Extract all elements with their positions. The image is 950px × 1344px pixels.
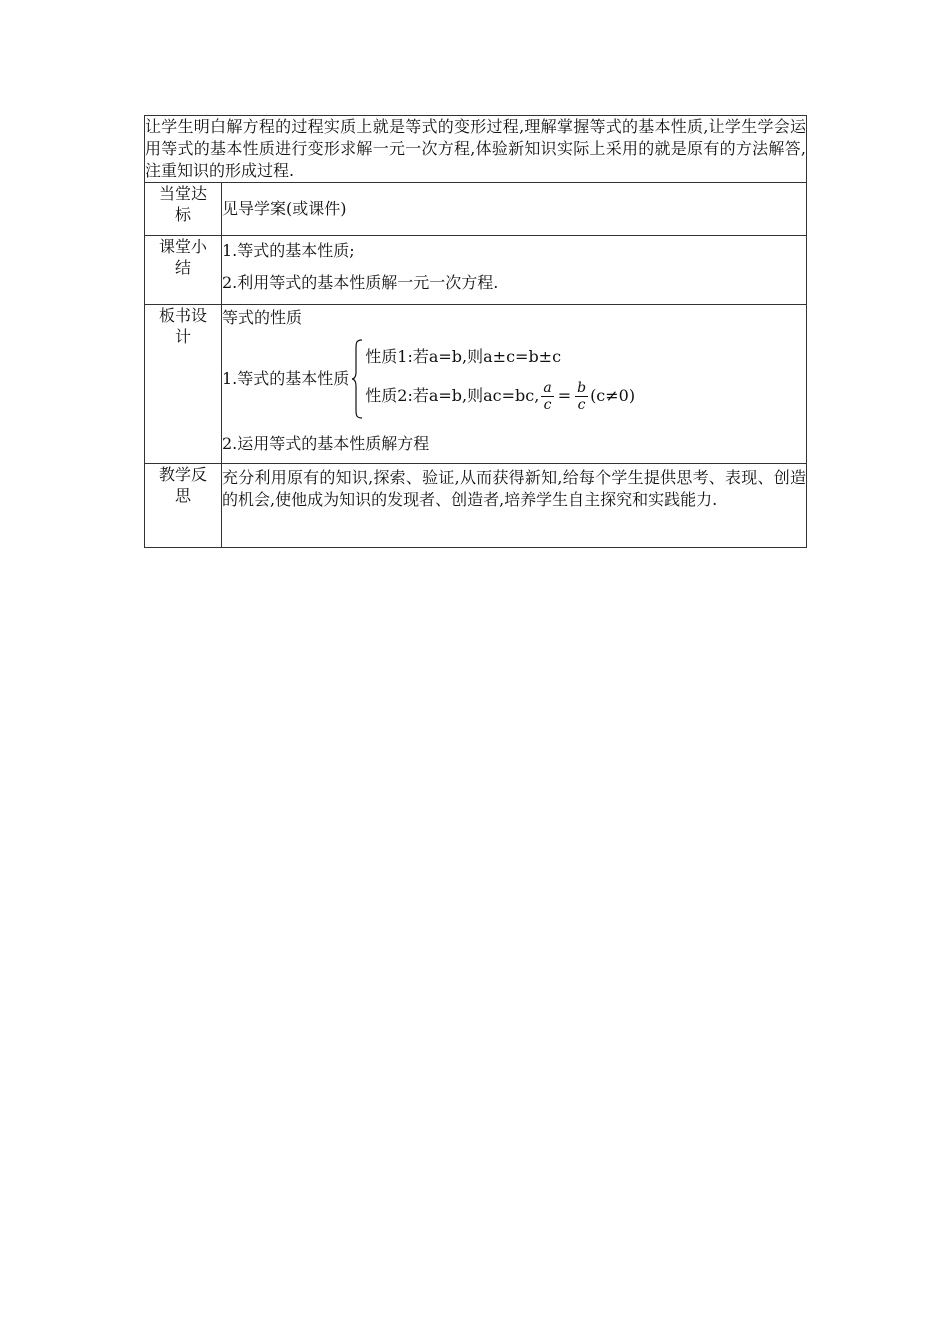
summary-line-1: 1.等式的基本性质; bbox=[222, 241, 355, 260]
board-row bbox=[145, 305, 807, 464]
intro-text: 让学生明白解方程的过程实质上就是等式的变形过程,理解掌握等式的基本性质,让学生学会运用等式的基本性质进行变形求解一元一次方程,体验新知识实际上采用的就是原有的方法解答,注重知识的形成过程. bbox=[145, 116, 807, 183]
board-title: 等式的性质 bbox=[222, 308, 303, 327]
intro-row bbox=[145, 116, 807, 183]
fraction-b-over-c bbox=[575, 380, 588, 413]
reflect-label-cell bbox=[145, 464, 222, 548]
summary-line-2: 2.利用等式的基本性质解一元一次方程. bbox=[222, 273, 499, 292]
fraction-numerator: a bbox=[543, 379, 552, 396]
board-content bbox=[222, 305, 807, 464]
reflect-label: 教学反思 bbox=[158, 465, 207, 505]
fraction-a-over-c bbox=[541, 380, 553, 413]
board-label-cell bbox=[145, 305, 222, 464]
summary-label-cell bbox=[145, 236, 222, 305]
summary-label: 课堂小结 bbox=[158, 237, 207, 277]
target-content: 见导学案(或课件) bbox=[222, 183, 807, 236]
summary-row bbox=[145, 236, 807, 305]
target-label: 当堂达标 bbox=[158, 184, 207, 224]
reflect-content: 充分利用原有的知识,探索、验证,从而获得新知,给每个学生提供思考、表现、创造的机会,使他成为知识的发现者、创造者,培养学生自主探究和实践能力. bbox=[222, 464, 807, 548]
property-2-text: 性质2:若a=b,则ac=bc, bbox=[365, 386, 540, 405]
fraction-numerator: b bbox=[577, 379, 587, 396]
board-properties bbox=[222, 339, 806, 419]
property-group-label: 1.等式的基本性质 bbox=[222, 369, 350, 388]
board-footer: 2.运用等式的基本性质解方程 bbox=[222, 434, 430, 453]
target-label-cell bbox=[145, 183, 222, 236]
lesson-plan-table bbox=[144, 115, 807, 548]
property-lines bbox=[365, 342, 635, 416]
board-label: 板书设计 bbox=[158, 306, 207, 346]
property-1: 性质1:若a=b,则a±c=b±c bbox=[365, 347, 562, 366]
property-2 bbox=[365, 376, 635, 416]
target-row bbox=[145, 183, 807, 236]
left-brace-icon bbox=[351, 339, 363, 419]
summary-content bbox=[222, 236, 807, 305]
equals-sign: = bbox=[557, 386, 572, 405]
reflect-row bbox=[145, 464, 807, 548]
fraction-denominator: c bbox=[543, 396, 552, 413]
property-2-condition: (c≠0) bbox=[590, 386, 636, 405]
fraction-denominator: c bbox=[577, 396, 586, 413]
